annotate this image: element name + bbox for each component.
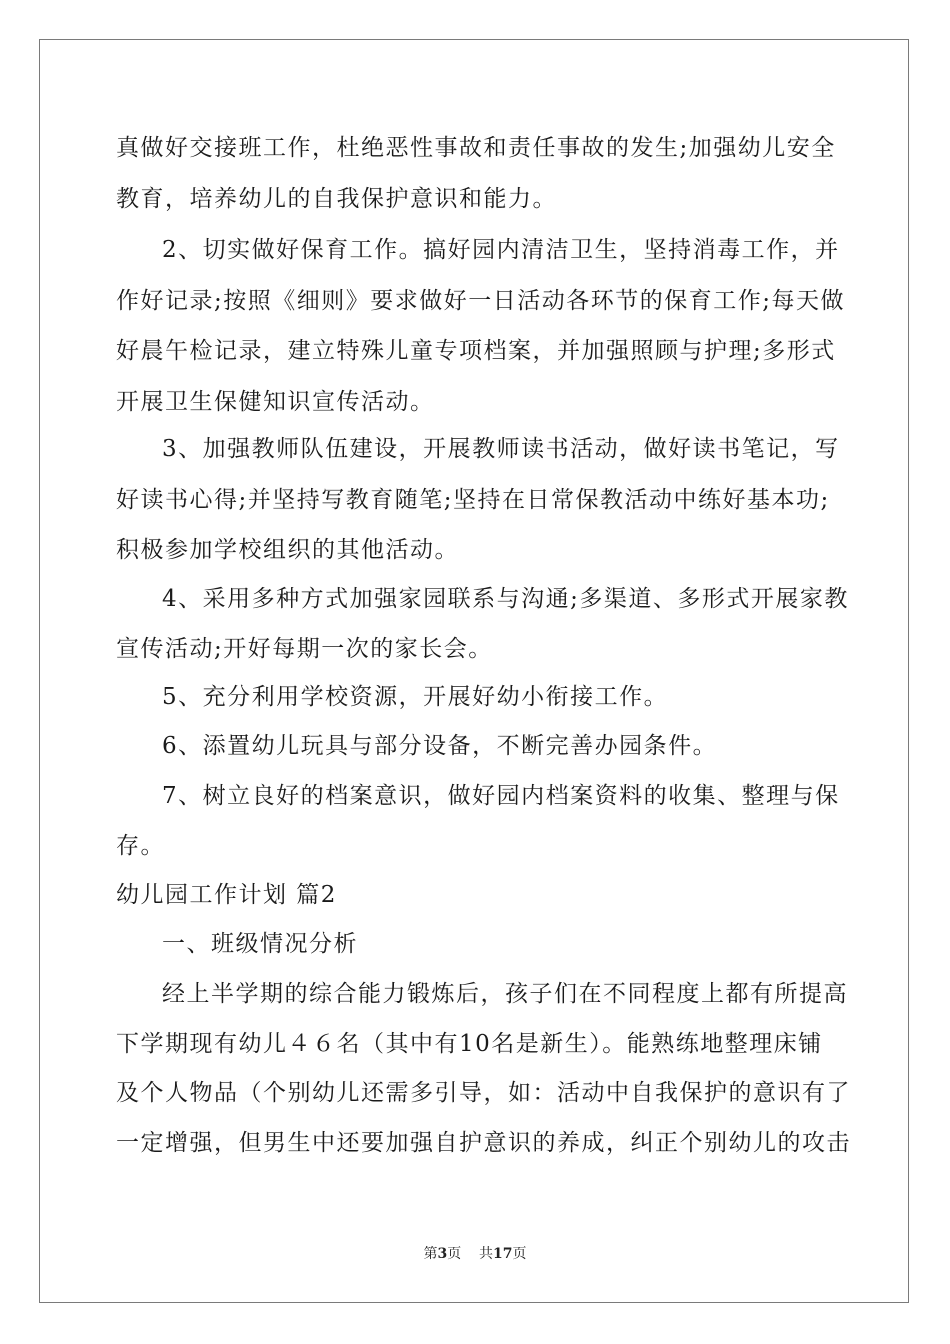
total-suffix: 页 [512,1246,527,1262]
text-line: 存。 [116,833,165,859]
text-line: 积极参加学校组织的其他活动。 [116,537,459,563]
text-line: 经上半学期的综合能力锻炼后，孩子们在不同程度上都有所提高 [162,981,848,1007]
page-footer [0,1244,950,1264]
page-border [39,39,909,1303]
text-line: 一定增强，但男生中还要加强自护意识的养成，纠正个别幼儿的攻击 [116,1130,851,1156]
text-line: 开展卫生保健知识宣传活动。 [116,389,435,415]
text-line: 4、采用多种方式加强家园联系与沟通;多渠道、多形式开展家教 [162,586,849,612]
total-pages: 17 [493,1246,513,1262]
text-line: 下学期现有幼儿４６名（其中有10名是新生）。能熟练地整理床铺 [116,1031,823,1057]
text-line: 作好记录;按照《细则》要求做好一日活动各环节的保育工作;每天做 [116,288,845,314]
text-line: 宣传活动;开好每期一次的家长会。 [116,636,493,662]
text-line: 5、充分利用学校资源，开展好幼小衔接工作。 [162,684,669,710]
total-prefix: 共 [479,1246,494,1262]
text-line: 7、树立良好的档案意识，做好园内档案资料的收集、整理与保 [162,783,840,809]
text-line: 好晨午检记录，建立特殊儿童专项档案，并加强照顾与护理;多形式 [116,338,836,364]
page-prefix: 第 [423,1246,438,1262]
page-suffix: 页 [447,1246,462,1262]
subsection-heading: 一、班级情况分析 [162,931,358,957]
text-line: 真做好交接班工作，杜绝恶性事故和责任事故的发生;加强幼儿安全 [116,135,836,161]
page-number: 3 [437,1246,448,1262]
section-heading: 幼儿园工作计划 篇2 [116,882,337,908]
text-line: 及个人物品（个别幼儿还需多引导，如：活动中自我保护的意识有了 [116,1080,851,1106]
text-line: 2、切实做好保育工作。搞好园内清洁卫生，坚持消毒工作，并 [162,237,840,263]
text-line: 3、加强教师队伍建设，开展教师读书活动，做好读书笔记，写 [162,436,840,462]
text-line: 6、添置幼儿玩具与部分设备，不断完善办园条件。 [162,733,718,759]
text-line: 好读书心得;并坚持写教育随笔;坚持在日常保教活动中练好基本功; [116,487,830,513]
text-line: 教育，培养幼儿的自我保护意识和能力。 [116,186,557,212]
